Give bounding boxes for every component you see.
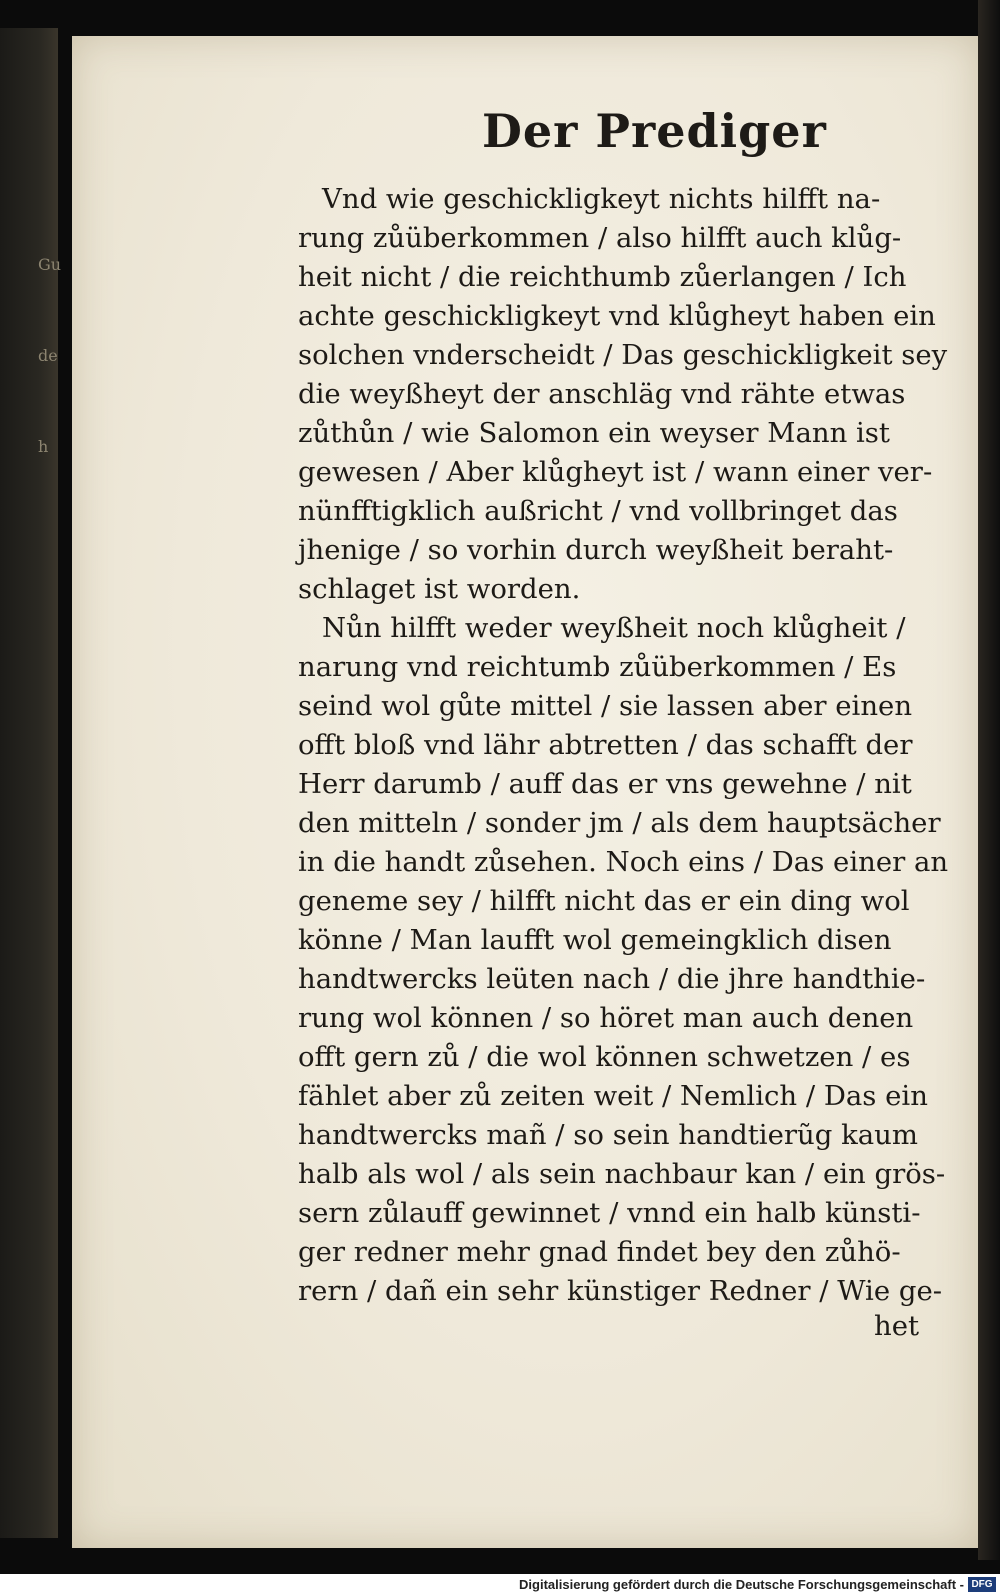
text-line: Vnd wie geschickligkeyt nichts hilfft na- <box>322 183 881 215</box>
text-line: rung zůüberkommen / also hilfft auch klůg- <box>298 222 902 254</box>
text-line: halb als wol / als sein nachbaur kan / ein grös- <box>298 1158 946 1190</box>
running-title: Der Prediger <box>482 104 827 158</box>
footer-bar <box>0 1574 1000 1596</box>
text-line: rung wol können / so höret man auch denen <box>298 1002 914 1034</box>
text-line: solchen vnderscheidt / Das geschickligkeit sey <box>298 339 948 371</box>
text-line: in die handt zůsehen. Noch eins / Das einer an <box>298 846 949 878</box>
page-right-edge <box>978 0 1000 1560</box>
text-line: achte geschickligkeyt vnd klůgheyt haben ein <box>298 300 936 332</box>
text-line: seind wol gůte mittel / sie lassen aber einen <box>298 690 913 722</box>
text-line: zůthůn / wie Salomon ein weyser Mann ist <box>298 417 890 449</box>
text-line: handtwercks leüten nach / die jhre handthie- <box>298 963 926 995</box>
text-line: offt bloß vnd lähr abtretten / das schafft der <box>298 729 913 761</box>
text-line: heit nicht / die reichthumb zůerlangen / Ich <box>298 261 907 293</box>
text-line: könne / Man laufft wol gemeingklich disen <box>298 924 892 956</box>
fragment-line: de <box>38 346 58 365</box>
text-line: gewesen / Aber klůgheyt ist / wann einer ver- <box>298 456 933 488</box>
text-line: ger redner mehr gnad findet bey den zůhö- <box>298 1236 901 1268</box>
text-line: handtwercks mañ / so sein handtierũg kaum <box>298 1119 918 1151</box>
text-line: Herr darumb / auff das er vns gewehne / nit <box>298 768 912 800</box>
fragment-line: Gu <box>38 255 62 274</box>
text-line: Nůn hilfft weder weyßheit noch klůgheit / <box>322 612 906 644</box>
text-line: den mitteln / sonder jm / als dem hauptsächer <box>298 807 941 839</box>
funding-credit: Digitalisierung gefördert durch die Deutsche Forschungsgemeinschaft - <box>519 1577 964 1592</box>
text-line: rern / dañ ein sehr künstiger Redner / Wie ge- <box>298 1275 943 1307</box>
fragment-line: h <box>38 437 49 456</box>
text-line: geneme sey / hilfft nicht das er ein ding wol <box>298 885 910 917</box>
text-line: fählet aber zů zeiten weit / Nemlich / Das ein <box>298 1080 928 1112</box>
facing-page-text-fragment <box>38 200 62 525</box>
text-line: offt gern zů / die wol können schwetzen / es <box>298 1041 911 1073</box>
body-text <box>298 180 949 1311</box>
text-line: narung vnd reichtumb zůüberkommen / Es <box>298 651 897 683</box>
text-line: nünfftigklich außricht / vnd vollbringet das <box>298 495 898 527</box>
text-line: sern zůlauff gewinnet / vnnd ein halb künsti- <box>298 1197 921 1229</box>
text-line: schlaget ist worden. <box>298 573 581 605</box>
dfg-logo: DFG <box>968 1577 996 1592</box>
text-line: jhenige / so vorhin durch weyßheit beraht- <box>298 534 894 566</box>
catchword: het <box>874 1310 920 1342</box>
text-line: die weyßheyt der anschläg vnd rähte etwas <box>298 378 906 410</box>
